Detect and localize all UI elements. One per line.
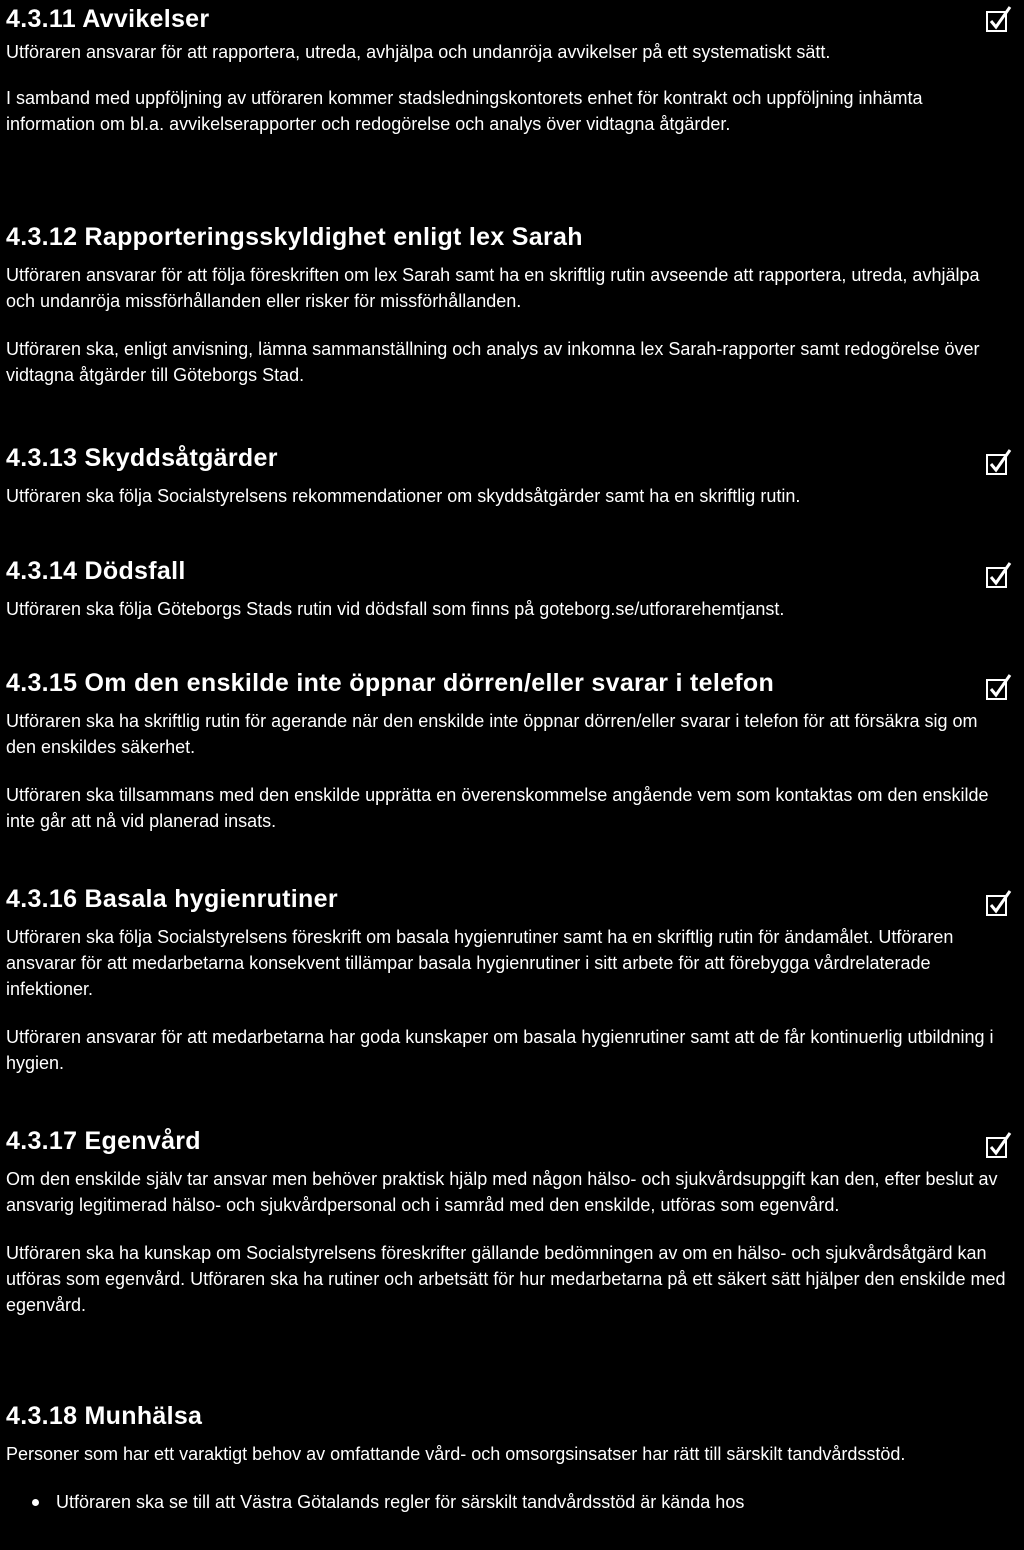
paragraph: Om den enskilde själv tar ansvar men behöver praktisk hjälp med någon hälso- och sjukvårdsuppgift kan den, efter beslut av ansvarig legitimerad hälso- och sjukvårdpersonal och i samråd med den enskilde, utföras som egenvård.	[6, 1169, 998, 1215]
section-egenvard	[6, 1126, 1012, 1318]
checkbox-checked-icon	[984, 6, 1012, 34]
section-heading: 4.3.13 Skyddsåtgärder	[6, 444, 278, 472]
paragraph: Utföraren ska följa Socialstyrelsens föreskrift om basala hygienrutiner samt ha en skriftlig rutin för ändamålet. Utföraren ansvarar för att medarbetarna konsekvent tillämpar basala hygienrutiner i sitt arbete för att förebygga vårdrelaterade infektioner.	[6, 927, 954, 999]
section-oppnar-inte	[6, 668, 1012, 834]
bullet-icon	[32, 1499, 39, 1506]
paragraph: Utföraren ska följa Socialstyrelsens rekommendationer om skyddsåtgärder samt ha en skriftlig rutin.	[6, 486, 801, 506]
section-heading: 4.3.12 Rapporteringsskyldighet enligt lex Sarah	[6, 223, 583, 251]
section-munhalsa	[6, 1401, 1012, 1515]
paragraph: I samband med uppföljning av utföraren kommer stadsledningskontorets enhet för kontrakt och uppföljning inhämta information om bl.a. avvikelserapporter och redogörelse och analys över vidtagna åtgärder.	[6, 88, 923, 134]
paragraph: Utföraren ska ha kunskap om Socialstyrelsens föreskrifter gällande bedömningen av om en hälso- och sjukvårdsåtgärd kan utföras som egenvård. Utföraren ska ha rutiner och arbetsätt för hur medarbetarna på ett säkert sätt hjälper den enskilde med egenvård.	[6, 1243, 1006, 1315]
paragraph: Utföraren ansvarar för att medarbetarna har goda kunskaper om basala hygienrutiner samt att de får kontinuerlig utbildning i hygien.	[6, 1027, 994, 1073]
section-lex-sarah	[6, 222, 1012, 388]
section-basala-hygienrutiner	[6, 884, 1012, 1076]
section-heading: 4.3.17 Egenvård	[6, 1127, 201, 1155]
checkbox-checked-icon	[984, 449, 1012, 477]
section-heading: 4.3.14 Dödsfall	[6, 557, 186, 585]
checkbox-checked-icon	[984, 890, 1012, 918]
paragraph: Utföraren ska ha skriftlig rutin för agerande när den enskilde inte öppnar dörren/eller svarar i telefon för att försäkra sig om den enskildes säkerhet.	[6, 711, 978, 757]
paragraph: Utföraren ska tillsammans med den enskilde upprätta en överenskommelse angående vem som kontaktas om den enskilde inte går att nå vid planerad insats.	[6, 785, 989, 831]
section-heading: 4.3.15 Om den enskilde inte öppnar dörren/eller svarar i telefon	[6, 669, 775, 697]
paragraph: Utföraren ansvarar för att rapportera, utreda, avhjälpa och undanröja avvikelser på ett systematiskt sätt.	[6, 42, 831, 62]
section-heading: 4.3.16 Basala hygienrutiner	[6, 885, 338, 913]
section-avvikelser	[6, 4, 1012, 137]
paragraph: Utföraren ansvarar för att följa föreskriften om lex Sarah samt ha en skriftlig rutin avseende att rapportera, utreda, avhjälpa och undanröja missförhållanden eller risker för missförhållanden.	[6, 265, 980, 311]
section-dodsfall	[6, 556, 1012, 622]
paragraph: Personer som har ett varaktigt behov av omfattande vård- och omsorgsinsatser har rätt till särskilt tandvårdsstöd.	[6, 1444, 906, 1464]
paragraph: Utföraren ska följa Göteborgs Stads rutin vid dödsfall som finns på goteborg.se/utforarehemtjanst.	[6, 599, 785, 619]
bullet-list	[6, 1489, 1012, 1515]
checkbox-checked-icon	[984, 1132, 1012, 1160]
section-skyddsatgarder	[6, 443, 1012, 509]
checkbox-checked-icon	[984, 562, 1012, 590]
checkbox-checked-icon	[984, 674, 1012, 702]
list-item-text: Utföraren ska se till att Västra Götalands regler för särskilt tandvårdsstöd är kända hos	[56, 1492, 745, 1512]
paragraph: Utföraren ska, enligt anvisning, lämna sammanställning och analys av inkomna lex Sarah-rapporter samt redogörelse över vidtagna åtgärder till Göteborgs Stad.	[6, 339, 980, 385]
section-heading: 4.3.11 Avvikelser	[6, 5, 210, 33]
list-item	[6, 1489, 1012, 1515]
section-heading: 4.3.18 Munhälsa	[6, 1402, 203, 1430]
